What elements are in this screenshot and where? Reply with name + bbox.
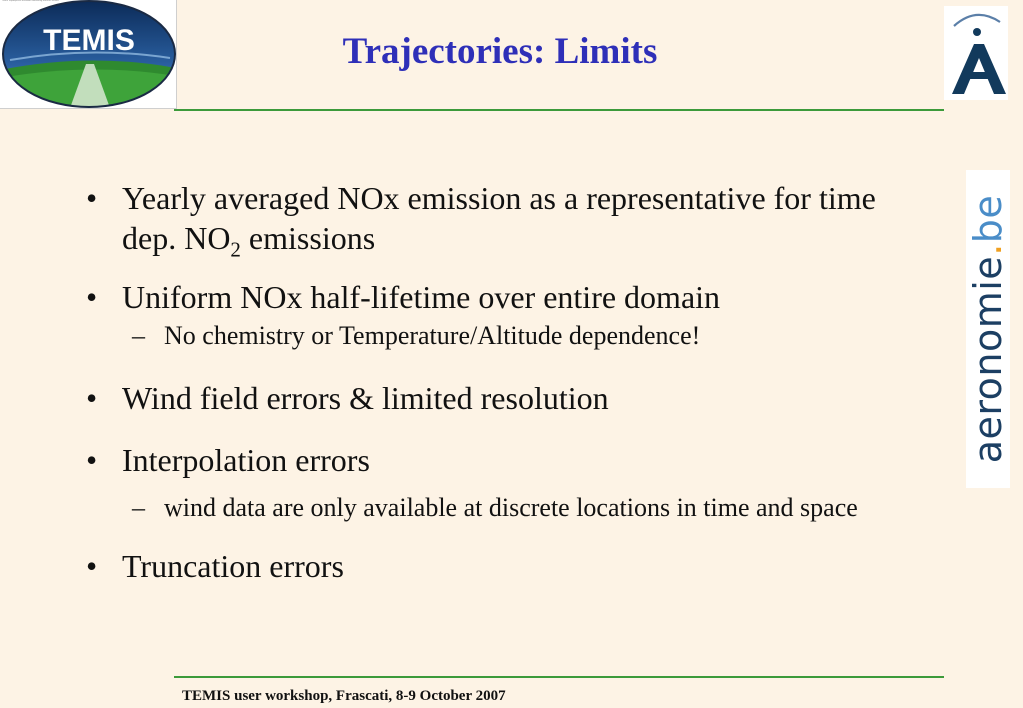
bullet-text: Uniform NOx half-lifetime over entire domain (122, 279, 721, 316)
temis-logo-text: TEMIS (43, 24, 135, 57)
bullet-list (86, 178, 936, 586)
sub-text: No chemistry or Temperature/Altitude dependence! (164, 321, 701, 351)
bullet-item-2 (86, 277, 936, 317)
bullet-dot: • (86, 279, 98, 316)
temis-logo-caption: TEMIS Tropospheric Emission Monitoring Internet Service (2, 0, 59, 2)
bullet-dot: • (86, 380, 98, 417)
bira-logo (944, 6, 1008, 100)
bullet-text: Interpolation errors (122, 442, 370, 479)
bullet-item-1 (86, 178, 936, 269)
sub-dash: – (132, 321, 145, 351)
temis-logo (0, 0, 177, 109)
aeronomie-tld: be (966, 194, 1010, 244)
sub-item-4-1 (86, 491, 936, 525)
aeronomie-dot: . (966, 243, 1010, 256)
bullet-text-tail: emissions (240, 220, 376, 256)
aeronomie-logo-text (966, 195, 1010, 464)
bullet-dot: • (86, 180, 98, 216)
sub-dash: – (132, 493, 145, 523)
header-rule (174, 109, 944, 111)
bullet-dot: • (86, 442, 98, 479)
bullet-text: Truncation errors (122, 548, 344, 585)
bullet-item-4 (86, 440, 936, 480)
sub-text: wind data are only available at discrete locations in time and space (164, 493, 858, 523)
bullet-subscript: 2 (230, 237, 241, 262)
bullet-text: Yearly averaged NOx emission as a representative for time dep. NO (122, 180, 876, 256)
bullet-text: Wind field errors & limited resolution (122, 380, 609, 417)
aeronomie-logo (966, 170, 1010, 488)
bira-logo-graphic (944, 6, 1008, 100)
sub-item-2-1 (86, 319, 936, 353)
slide-title: Trajectories: Limits (342, 31, 658, 72)
bullet-dot: • (86, 548, 98, 585)
temis-logo-graphic (0, 0, 176, 108)
footer-text: TEMIS user workshop, Frascati, 8-9 October 2007 (182, 688, 506, 704)
bullet-item-5 (86, 546, 936, 586)
aeronomie-main: aeronomie (966, 255, 1010, 464)
bullet-item-3 (86, 378, 936, 418)
footer-rule (174, 676, 944, 678)
